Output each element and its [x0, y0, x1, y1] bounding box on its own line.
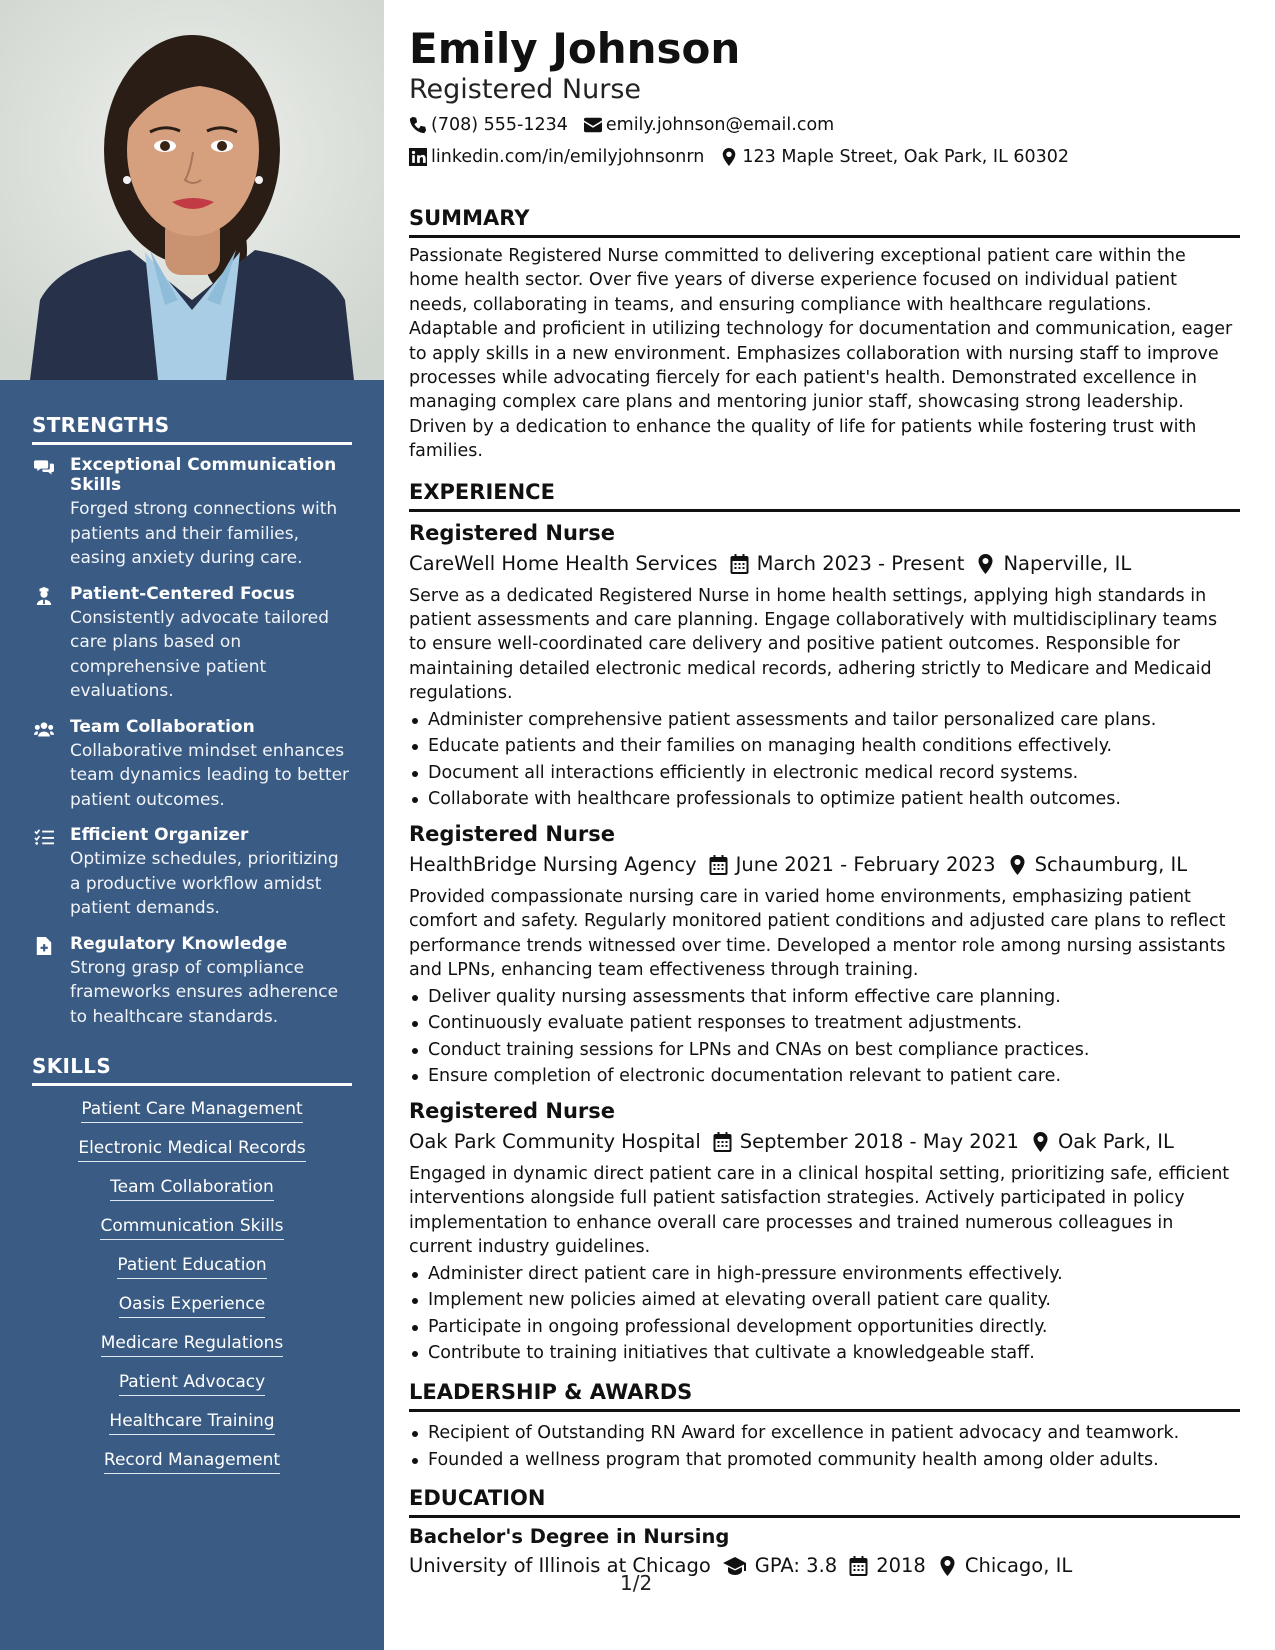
list-item: Administer direct patient care in high-pressure environments effectively.: [409, 1261, 1240, 1288]
list-item: Collaborate with healthcare professionals to optimize patient health outcomes.: [409, 786, 1240, 813]
skill-tag: Team Collaboration: [32, 1176, 352, 1201]
file-medical-icon: [32, 934, 70, 1030]
job-meta: [409, 1129, 1240, 1155]
experience-heading: EXPERIENCE: [409, 479, 1240, 512]
list-item: Conduct training sessions for LPNs and CNAs on best compliance practices.: [409, 1037, 1240, 1064]
location-pin-icon: [720, 148, 738, 166]
strength-desc: Forged strong connections with patients and their families, easing anxiety during care.: [70, 499, 338, 568]
location-pin-icon: [938, 1556, 957, 1576]
strength-item: [32, 934, 352, 1030]
strength-title: Patient-Centered Focus: [70, 583, 295, 604]
skill-tag: Electronic Medical Records: [32, 1137, 352, 1162]
job-location: Naperville, IL: [976, 551, 1131, 577]
leadership-heading: LEADERSHIP & AWARDS: [409, 1379, 1240, 1412]
contact-row: [409, 113, 1240, 137]
main-content: [409, 24, 1240, 1579]
job-meta: [409, 852, 1240, 878]
job-entry: [409, 821, 1240, 1090]
list-check-icon: [32, 825, 70, 921]
job-description: Serve as a dedicated Registered Nurse in home health settings, applying high standards in patient assessments and care planning. Engage collaboratively with multidisciplinary teams to ensure well-coordinated care delivery and positive patient outcomes. Responsible for maintaining detailed electronic medical records, adhering strictly to Medicare and Medicaid regulations.: [409, 585, 1218, 704]
list-item: Recipient of Outstanding RN Award for excellence in patient advocacy and teamwork.: [409, 1420, 1240, 1447]
job-location: Oak Park, IL: [1031, 1129, 1174, 1155]
job-description: Provided compassionate nursing care in varied home environments, emphasizing patient comfort and safety. Regularly monitored patient conditions and adjusted care plans to reflect performance trends witnessed over time. Developed a mentor role among nursing assistants and LPNs, enhancing team effectiveness through training.: [409, 887, 1226, 981]
strength-item: [32, 825, 352, 921]
skill-tag: Patient Education: [32, 1254, 352, 1279]
strength-title: Exceptional Communication Skills: [70, 455, 337, 495]
list-item: Participate in ongoing professional development opportunities directly.: [409, 1314, 1240, 1341]
list-item: Contribute to training initiatives that cultivate a knowledgeable staff.: [409, 1340, 1240, 1367]
school-name: University of Illinois at Chicago: [409, 1554, 711, 1578]
candidate-name: Emily Johnson: [409, 24, 741, 73]
strength-item: [32, 455, 352, 571]
gpa: GPA: 3.8: [723, 1553, 837, 1579]
job-dates: March 2023 - Present: [730, 551, 965, 577]
job-entry: [409, 520, 1240, 813]
strength-title: Regulatory Knowledge: [70, 933, 288, 954]
list-item: Continuously evaluate patient responses to treatment adjustments.: [409, 1010, 1240, 1037]
skill-tag: Oasis Experience: [32, 1293, 352, 1318]
page-number: 1/2: [620, 1571, 653, 1595]
candidate-role: Registered Nurse: [409, 74, 641, 105]
graduation-year: 2018: [849, 1553, 926, 1579]
summary-text: Passionate Registered Nurse committed to delivering exceptional patient care within the home health sector. Over five years of diverse experience focused on individual patient needs, collaborating in teams, and ensuring compliance with healthcare regulations. Adaptable and proficient in utilizing technology for documentation and communication, eager to apply skills in a new environment. Emphasizes collaboration with nursing staff to improve processes while advocating fiercely for each patient's health. Demonstrated excellence in managing complex care plans and mentoring junior staff, showcasing strong leadership. Driven by a dedication to enhance the quality of life for patients while fostering trust with families.: [409, 246, 1233, 462]
contact-row: [409, 145, 1240, 169]
linkedin-icon: [409, 148, 427, 166]
strength-desc: Optimize schedules, prioritizing a productive workflow amidst patient demands.: [70, 849, 339, 918]
list-item: Document all interactions efficiently in electronic medical record systems.: [409, 760, 1240, 787]
job-bullets: [409, 1261, 1240, 1367]
company-name: Oak Park Community Hospital: [409, 1130, 701, 1154]
job-location: Schaumburg, IL: [1008, 852, 1188, 878]
skills-list: [32, 1098, 352, 1474]
phone-contact[interactable]: (708) 555-1234: [409, 113, 568, 137]
skill-tag: Patient Advocacy: [32, 1371, 352, 1396]
strength-title: Team Collaboration: [70, 716, 255, 737]
strength-desc: Strong grasp of compliance frameworks ensures adherence to healthcare standards.: [70, 957, 339, 1027]
school-location: Chicago, IL: [938, 1553, 1072, 1579]
strength-desc: Collaborative mindset enhances team dynamics leading to better patient outcomes.: [70, 740, 350, 810]
job-title: Registered Nurse: [409, 520, 615, 545]
list-item: Deliver quality nursing assessments that inform effective care planning.: [409, 984, 1240, 1011]
phone-icon: [409, 116, 427, 134]
location-pin-icon: [1008, 855, 1027, 875]
strength-desc: Consistently advocate tailored care plans based on comprehensive patient evaluations.: [70, 607, 329, 701]
location-pin-icon: [1031, 1132, 1050, 1152]
job-bullets: [409, 707, 1240, 813]
leadership-list: [409, 1420, 1240, 1473]
location-pin-icon: [976, 554, 995, 574]
envelope-icon: [584, 116, 602, 134]
skills-heading: SKILLS: [32, 1054, 352, 1086]
job-title: Registered Nurse: [409, 1099, 615, 1124]
education-meta: [409, 1553, 1240, 1579]
company-name: HealthBridge Nursing Agency: [409, 853, 697, 877]
linkedin-contact[interactable]: linkedin.com/in/emilyjohnsonrn: [409, 145, 704, 169]
user-nurse-icon: [32, 584, 70, 704]
calendar-icon: [730, 554, 749, 574]
job-meta: [409, 551, 1240, 577]
job-title: Registered Nurse: [409, 822, 615, 847]
job-bullets: [409, 984, 1240, 1090]
strengths-heading: STRENGTHS: [32, 413, 352, 445]
skill-tag: Record Management: [32, 1449, 352, 1474]
job-description: Engaged in dynamic direct patient care in a clinical hospital setting, prioritizing safe, efficient interventions alongside full patient satisfaction strategies. Actively participated in policy implementation to enhance overall care processes and trained numerous colleagues in current industry guidelines.: [409, 1164, 1230, 1258]
job-dates: June 2021 - February 2023: [709, 852, 996, 878]
strengths-list: [32, 455, 352, 1029]
list-item: Ensure completion of electronic documentation relevant to patient care.: [409, 1063, 1240, 1090]
calendar-icon: [709, 855, 728, 875]
job-dates: September 2018 - May 2021: [713, 1129, 1019, 1155]
company-name: CareWell Home Health Services: [409, 551, 718, 575]
list-item: Administer comprehensive patient assessments and tailor personalized care plans.: [409, 707, 1240, 734]
profile-photo: [0, 0, 384, 380]
skill-tag: Medicare Regulations: [32, 1332, 352, 1357]
summary-heading: SUMMARY: [409, 205, 1240, 238]
skill-tag: Communication Skills: [32, 1215, 352, 1240]
job-entry: [409, 1098, 1240, 1367]
comments-icon: [32, 455, 70, 571]
education-heading: EDUCATION: [409, 1485, 1240, 1518]
degree-title: Bachelor's Degree in Nursing: [409, 1525, 730, 1549]
graduation-cap-icon: [723, 1556, 747, 1576]
calendar-icon: [849, 1556, 868, 1576]
address-contact: 123 Maple Street, Oak Park, IL 60302: [720, 145, 1069, 169]
email-contact[interactable]: emily.johnson@email.com: [584, 113, 834, 137]
list-item: Implement new policies aimed at elevating overall patient care quality.: [409, 1287, 1240, 1314]
skill-tag: Patient Care Management: [32, 1098, 352, 1123]
list-item: Founded a wellness program that promoted community health among older adults.: [409, 1447, 1240, 1474]
calendar-icon: [713, 1132, 732, 1152]
users-icon: [32, 717, 70, 813]
list-item: Educate patients and their families on managing health conditions effectively.: [409, 733, 1240, 760]
skill-tag: Healthcare Training: [32, 1410, 352, 1435]
sidebar-content: [32, 413, 352, 1488]
strength-item: [32, 584, 352, 704]
sidebar: [0, 0, 384, 1650]
strength-title: Efficient Organizer: [70, 825, 249, 845]
strength-item: [32, 717, 352, 813]
